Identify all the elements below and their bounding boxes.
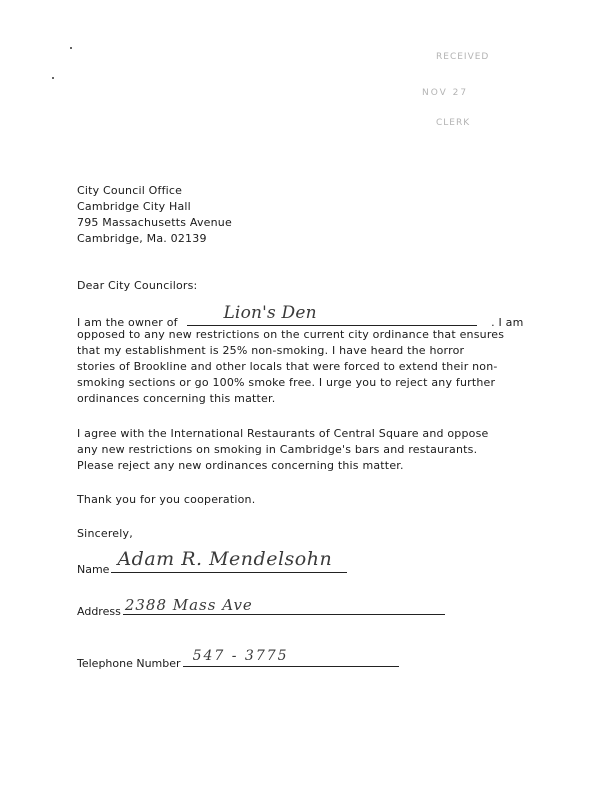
address-handwritten: 2388 Mass Ave xyxy=(124,596,253,614)
closing: Sincerely, xyxy=(77,527,133,540)
paragraph-line xyxy=(77,303,537,329)
name-label: Name xyxy=(77,563,110,576)
stamp-line-2: NOV 27 xyxy=(422,88,469,98)
establishment-handwritten: Lion's Den xyxy=(223,303,317,323)
paragraph-line: smoking sections or go 100% smoke free. I urge you to reject any further xyxy=(77,376,496,389)
stamp-line-3: CLERK xyxy=(436,118,471,128)
paragraph-line: any new restrictions on smoking in Cambridge's bars and restaurants. xyxy=(77,443,478,456)
recipient-line: City Council Office xyxy=(77,184,183,197)
paragraph-line: Please reject any new ordinances concerning this matter. xyxy=(77,459,404,472)
paragraph-line: I agree with the International Restaurants of Central Square and oppose xyxy=(77,427,489,440)
recipient-address xyxy=(77,183,232,247)
establishment-name-field xyxy=(187,303,477,326)
owner-suffix: . I am xyxy=(491,316,524,329)
address-label: Address xyxy=(77,605,121,618)
recipient-line: Cambridge City Hall xyxy=(77,200,191,213)
phone-label: Telephone Number xyxy=(77,657,181,670)
name-field xyxy=(77,548,347,576)
phone-field xyxy=(77,648,399,670)
paragraph-agreement xyxy=(77,426,489,474)
thanks-line: Thank you for you cooperation. xyxy=(77,493,256,506)
signature: Adam R. Mendelsohn xyxy=(117,548,333,570)
address-line xyxy=(123,596,445,615)
paragraph-line: stories of Brookline and other locals that were forced to extend their non- xyxy=(77,360,498,373)
scan-speck xyxy=(70,47,72,49)
scan-speck xyxy=(52,77,54,79)
name-line xyxy=(111,548,347,573)
phone-handwritten: 547 - 3775 xyxy=(192,648,289,664)
paragraph-line: ordinances concerning this matter. xyxy=(77,392,276,405)
recipient-line: Cambridge, Ma. 02139 xyxy=(77,232,207,245)
address-field xyxy=(77,596,445,618)
stamp-line-1: RECEIVED xyxy=(436,52,490,62)
salutation: Dear City Councilors: xyxy=(77,279,198,292)
paragraph-line: opposed to any new restrictions on the current city ordinance that ensures xyxy=(77,328,505,341)
paragraph-line: that my establishment is 25% non-smoking. I have heard the horror xyxy=(77,344,465,357)
owner-prefix: I am the owner of xyxy=(77,316,178,329)
phone-line xyxy=(183,648,399,667)
paragraph-owner-statement xyxy=(77,303,537,407)
received-stamp xyxy=(408,52,528,132)
recipient-line: 795 Massachusetts Avenue xyxy=(77,216,232,229)
